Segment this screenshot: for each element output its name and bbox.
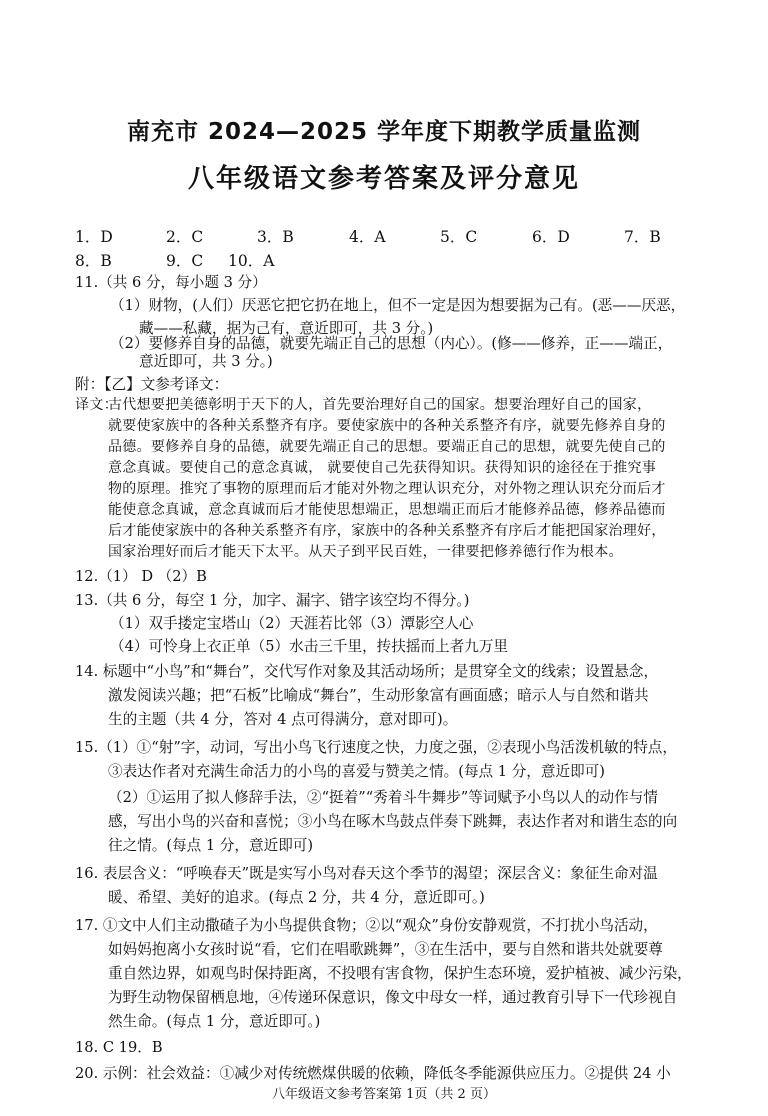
appendix-heading: 附：【乙】文参考译文：: [75, 376, 229, 393]
q12-answer: 12.（1） D （2）B: [75, 568, 207, 585]
translation-line: 物的原理。推究了事物的原理而后才能对外物之理认识充分，对外物之理认识充分而后才: [108, 481, 666, 497]
q17-answer-line-2: 如妈妈抱离小女孩时说“看，它们在唱歌跳舞”，③在生活中，要与自然和谐共处就要尊: [108, 941, 663, 958]
q14-answer-line-3: 生的主题（共 4 分，答对 4 点可得满分，意对即可)。: [108, 711, 458, 728]
q15-answer-line-1: 15.（1）①“射”字，动词，写出小鸟飞行速度之快，力度之强，②表现小鸟活泼机敏的特点，: [75, 739, 677, 756]
q15-answer-line-4: 感，写出小鸟的兴奋和喜悦；③小鸟在啄木鸟鼓点伴奏下跳舞，表达作者对和谐生态的向: [108, 813, 678, 830]
translation-line: 后才能使家族中的各种关系整齐有序，家族中的各种关系整齐有序后才能把国家治理好，: [108, 523, 666, 539]
q17-answer-line-4: 为野生动物保留栖息地，④传递环保意识，像文中母女一样，通过教育引导下一代珍视自: [108, 989, 678, 1006]
translation-label: 译文：: [75, 397, 119, 413]
answer-10: 10．A: [228, 252, 275, 270]
document-subtitle: 八年级语文参考答案及评分意见: [187, 164, 580, 194]
translation-line: 能使意念真诚，意念真诚而后才能使思想端正，思想端正而后才能修养品德，修养品德而: [108, 502, 666, 518]
translation-line: 古代想要把美德彰明于天下的人，首先要治理好自己的国家。想要治理好自己的国家，: [108, 397, 652, 413]
q16-answer-line-2: 暖、希望、美好的追求。(每点 2 分，共 4 分，意近即可。): [108, 889, 485, 906]
translation-line: 品德。要修养自身的品德，就要先端正自己的思想。要端正自己的思想，就要先使自己的: [108, 439, 666, 455]
answer-9: 9．C: [166, 252, 204, 270]
q14-answer-line-2: 激发阅读兴趣；把“石板”比喻成“舞台”，生动形象富有画面感；暗示人与自然和谐共: [108, 687, 649, 704]
exam-title: 南充市 2024—2025 学年度下期教学质量监测: [126, 119, 642, 145]
q18-q19-answers: 18. C 19．B: [75, 1039, 163, 1056]
translation-line: 就要使家族中的各种关系整齐有序。要使家族中的各种关系整齐有序，就要先修养自身的: [108, 418, 666, 434]
q11-answer-2-line-1: （2）要修养自身的品德，就要先端正自己的思想（内心）。(修——修养，正——端正，: [110, 335, 673, 352]
q11-answer-1-line-2: 藏——私藏，据为己有，意近即可，共 3 分。): [139, 320, 434, 337]
translation-line: 意念真诚。要使自己的意念真诚， 就要使自己先获得知识。获得知识的途径在于推究事: [108, 460, 657, 476]
answer-1: 1．D: [75, 228, 113, 246]
page-footer: 八年级语文参考答案第 1页（共 2 页）: [272, 1087, 496, 1102]
q17-answer-line-3: 重自然边界，如观鸟时保持距离，不投喂有害食物，保护生态环境，爱护植被、减少污染，: [108, 965, 692, 982]
answer-4: 4．A: [349, 228, 386, 246]
answer-2: 2．C: [166, 228, 204, 246]
answer-5: 5．C: [440, 228, 478, 246]
q16-answer-line-1: 16. 表层含义：“呼唤春天”既是实写小鸟对春天这个季节的渴望；深层含义：象征生命对温: [75, 865, 658, 882]
q15-answer-line-3: （2）①运用了拟人修辞手法，②“挺着”“秀着斗牛舞步”等词赋予小鸟以人的动作与情: [108, 789, 658, 806]
q15-answer-line-2: ③表达作者对充满生命活力的小鸟的喜爱与赞美之情。(每点 1 分，意近即可): [108, 763, 605, 780]
q11-heading: 11.（共 6 分，每小题 3 分）: [75, 274, 267, 291]
translation-line: 国家治理好而后才能天下太平。从天子到平民百姓，一律要把修养德行作为根本。: [108, 544, 623, 560]
q14-answer-line-1: 14. 标题中“小鸟”和“舞台”，交代写作对象及其活动场所；是贯穿全文的线索；设置悬念，: [75, 663, 659, 680]
answer-3: 3．B: [257, 228, 294, 246]
answer-7: 7．B: [624, 228, 661, 246]
q11-answer-2-line-2: 意近即可，共 3 分。): [139, 353, 273, 370]
q13-answer-line-1: （1）双手搂定宝塔山（2）天涯若比邻（3）潭影空人心: [110, 615, 474, 632]
q17-answer-line-1: 17. ①文中人们主动撒碴子为小鸟提供食物；②以“观众”身份安静观赏，不打扰小鸟活动，: [75, 917, 658, 934]
q17-answer-line-5: 然生命。(每点 1 分，意近即可。): [108, 1013, 321, 1030]
q13-heading: 13.（共 6 分，每空 1 分，加字、漏字、错字该空均不得分。): [75, 592, 470, 609]
answer-8: 8．B: [75, 252, 112, 270]
q11-answer-1-line-1: （1）财物，(人们）厌恶它把它扔在地上，但不一定是因为想要据为己有。(恶——厌恶，: [110, 297, 686, 314]
answer-6: 6．D: [532, 228, 570, 246]
q13-answer-line-2: （4）可怜身上衣正单（5）水击三千里，抟扶摇而上者九万里: [110, 638, 509, 655]
q20-answer-line-1: 20. 示例：社会效益：①减少对传统燃煤供暖的依赖，降低冬季能源供应压力。②提供 24 小: [75, 1065, 671, 1082]
q15-answer-line-5: 往之情。(每点 1 分，意近即可): [108, 837, 314, 854]
